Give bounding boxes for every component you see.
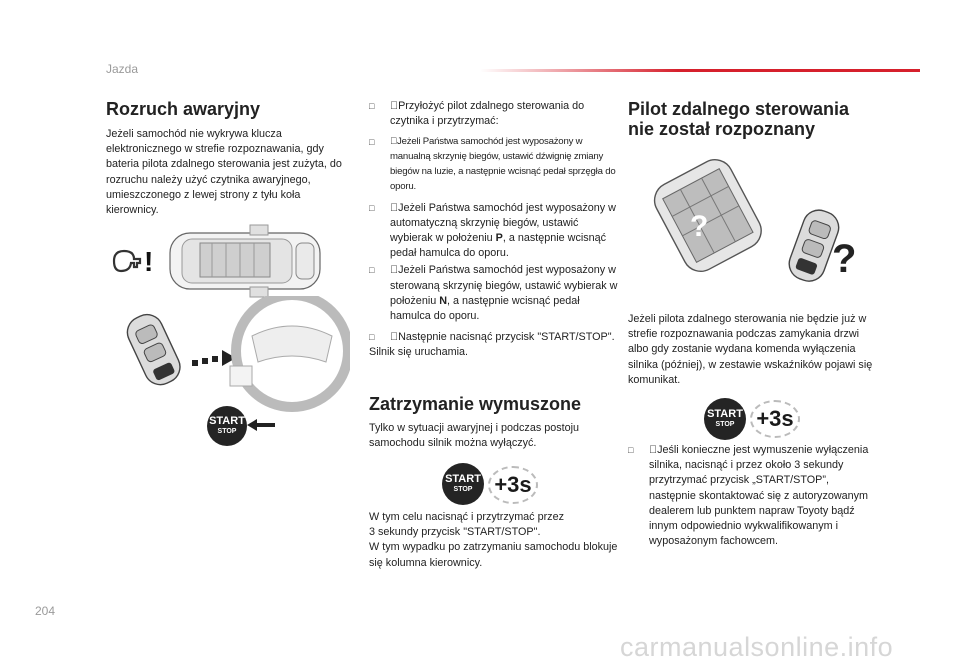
header-rule: [480, 69, 920, 72]
list-item: □ Jeżeli Państwa samochód jest wyposażony w automatyczną skrzynię biegów, ustawić wybierak w położeniu P, a następnie wcisnąć pedał hamulca do oporu.: [369, 201, 616, 260]
list-item: □ Jeśli konieczne jest wymuszenie wyłączenia silnika, nacisnąć i przez około 3 sekundy przytrzymać przycisk „START/STOP”, następnie skontaktować się z autoryzowanym dealerem lub punktem napraw Toyoty bądź innym odpowiednio wykwalifikowanym i wyposażonym fachowcem.: [628, 444, 869, 548]
emergency-start-text: Jeżeli samochód nie wykrywa klucza elektronicznego w strefie rozpoznawania, gdy bateria pilota zdalnego sterowania jest zużyta, do rozruchu należy użyć czytnika awaryjnego, umieszczonego z lewej strony z tyłu koła kierownicy.: [106, 128, 342, 217]
list-item: □ Następnie nacisnąć przycisk "START/STOP".: [369, 331, 615, 344]
page-number: 204: [35, 604, 56, 618]
remote-not-recognized-illustration: [628, 150, 868, 290]
section-title-remote-not-recognized: Pilot zdalnego sterowania nie został rozpoznany: [628, 99, 850, 139]
hold-3s-icon: +3s: [750, 400, 800, 438]
svg-text:!: !: [144, 246, 154, 277]
result-text: Silnik się uruchamia.: [369, 346, 469, 359]
left-arrow-icon: [247, 418, 275, 432]
forced-stop-instructions: W tym celu nacisnąć i przytrzymać przez 3 sekundy przycisk "START/STOP". W tym wypadku po zatrzymaniu samochodu blokuje się kolumna kierownicy.: [369, 511, 618, 569]
watermark: carmanualsonline.info: [620, 632, 894, 662]
start-stop-button-icon: START STOP: [442, 463, 484, 505]
emergency-start-steps: [369, 99, 623, 361]
section-title-emergency-start: Rozruch awaryjny: [106, 99, 261, 119]
remote-not-recognized-steps: [628, 443, 876, 555]
question-mark-icon: ?: [832, 237, 857, 281]
key-warning-icon: [114, 246, 153, 277]
svg-text:?: ?: [690, 210, 709, 243]
remote-not-recognized-text: Jeżeli pilota zdalnego sterowania nie będzie już w strefie rozpoznawania podczas zamykania drzwi albo gdy zostanie wydana komenda wyłączenia silnika (później), w zestawie wskaźników pojawi się komunikat.: [628, 313, 873, 386]
section-title-forced-stop: Zatrzymanie wymuszone: [369, 394, 582, 414]
car-top-view-illustration: [100, 215, 350, 300]
start-stop-button-icon: START STOP: [207, 406, 247, 446]
forced-stop-text: Tylko w sytuacji awaryjnej i podczas postoju samochodu silnik można wyłączyć.: [369, 422, 580, 450]
list-item: □ Przyłożyć pilot zdalnego sterowania do czytnika i przytrzymać:: [369, 100, 585, 128]
list-item: □ Jeżeli Państwa samochód jest wyposażony w manualną skrzynię biegów, ustawić dźwignię zmiany biegów na luzie, a następnie wcisnąć pedał sprzęgła do oporu.: [369, 136, 616, 192]
section-label: Jazda: [106, 62, 139, 76]
list-item: □ Jeżeli Państwa samochód jest wyposażony w sterowaną skrzynię biegów, ustawić wybierak w położeniu N, a następnie wcisnąć pedał hamulca do oporu.: [369, 264, 618, 323]
start-stop-button-icon: START STOP: [704, 398, 746, 440]
arrow-icon: [192, 350, 236, 366]
hold-3s-icon: +3s: [488, 466, 538, 504]
